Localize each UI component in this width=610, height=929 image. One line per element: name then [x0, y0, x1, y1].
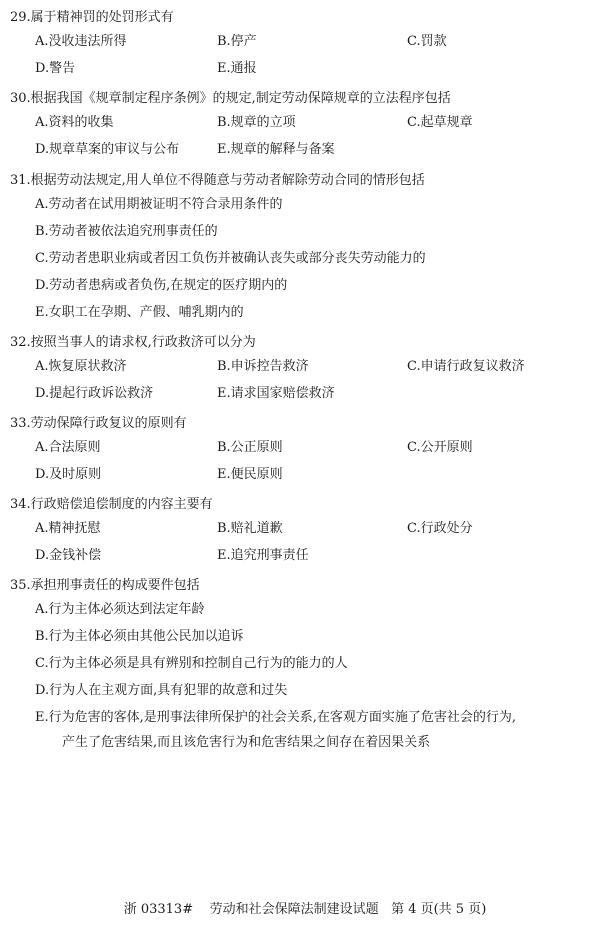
option-a: A.行为主体必须达到法定年龄 — [35, 602, 205, 617]
option-c: C.行政处分 — [407, 521, 473, 536]
question-stem: 30.根据我国《规章制定程序条例》的规定,制定劳动保障规章的立法程序包括 — [10, 91, 451, 106]
question-stem: 32.按照当事人的请求权,行政救济可以分为 — [10, 335, 256, 350]
option-row — [10, 542, 600, 569]
option-d: D.提起行政诉讼救济 — [35, 386, 154, 401]
option-e: E.便民原则 — [217, 467, 283, 482]
question-stem: 34.行政赔偿追偿制度的内容主要有 — [10, 497, 213, 512]
question-35 — [10, 576, 600, 755]
option-a: A.恢复原状救济 — [35, 359, 127, 374]
page-footer — [0, 898, 610, 917]
option-c: C.申请行政复议救济 — [407, 359, 525, 374]
option-e: E.追究刑事责任 — [217, 548, 309, 563]
question-31 — [10, 171, 600, 326]
option-b: B.规章的立项 — [217, 115, 296, 130]
option-row — [10, 380, 600, 407]
option-d: D.劳动者患病或者负伤,在规定的医疗期内的 — [35, 278, 288, 293]
option-a: A.资料的收集 — [35, 115, 114, 130]
option-c: C.行为主体必须是具有辨别和控制自己行为的能力的人 — [35, 656, 348, 671]
option-row — [10, 55, 600, 82]
question-32 — [10, 333, 600, 407]
exam-title: 劳动和社会保障法制建设试题 — [209, 902, 379, 917]
question-29 — [10, 8, 600, 82]
option-b: B.行为主体必须由其他公民加以追诉 — [35, 629, 244, 644]
option-e: E.规章的解释与备案 — [217, 142, 335, 157]
option-e: E.通报 — [217, 61, 257, 76]
option-b: B.停产 — [217, 34, 257, 49]
option-d: D.行为人在主观方面,具有犯罪的故意和过失 — [35, 683, 288, 698]
option-e: E.女职工在孕期、产假、哺乳期内的 — [35, 305, 244, 320]
option-row — [10, 353, 600, 380]
page-number: 第 4 页(共 5 页) — [391, 902, 487, 917]
question-30 — [10, 89, 600, 163]
option-row — [10, 28, 600, 55]
question-33 — [10, 414, 600, 488]
question-stem: 31.根据劳动法规定,用人单位不得随意与劳动者解除劳动合同的情形包括 — [10, 173, 425, 188]
question-34 — [10, 495, 600, 569]
option-a: A.合法原则 — [35, 440, 101, 455]
option-e: E.行为危害的客体,是刑事法律所保护的社会关系,在客观方面实施了危害社会的行为, — [35, 710, 517, 725]
option-d: D.金钱补偿 — [35, 548, 102, 563]
option-row — [10, 109, 600, 136]
question-stem: 33.劳动保障行政复议的原则有 — [10, 416, 187, 431]
option-c: C.起草规章 — [407, 115, 473, 130]
option-row — [10, 461, 600, 488]
option-a: A.劳动者在试用期被证明不符合录用条件的 — [35, 197, 283, 212]
question-stem: 35.承担刑事责任的构成要件包括 — [10, 578, 200, 593]
option-e: E.请求国家赔偿救济 — [217, 386, 335, 401]
option-a: A.没收违法所得 — [35, 34, 127, 49]
option-b: B.劳动者被依法追究刑事责任的 — [35, 224, 218, 239]
option-b: B.公正原则 — [217, 440, 283, 455]
option-d: D.及时原则 — [35, 467, 102, 482]
option-d: D.规章草案的审议与公布 — [35, 142, 180, 157]
option-c: C.罚款 — [407, 34, 447, 49]
question-stem: 29.属于精神罚的处罚形式有 — [10, 10, 174, 25]
option-a: A.精神抚慰 — [35, 521, 101, 536]
option-b: B.赔礼道歉 — [217, 521, 283, 536]
exam-code: 浙 03313# — [123, 902, 194, 917]
option-row — [10, 136, 600, 163]
option-row — [10, 434, 600, 461]
option-d: D.警告 — [35, 61, 76, 76]
option-c: C.公开原则 — [407, 440, 473, 455]
option-c: C.劳动者患职业病或者因工负伤并被确认丧失或部分丧失劳动能力的 — [35, 251, 426, 266]
option-b: B.申诉控告救济 — [217, 359, 309, 374]
option-e-continuation: 产生了危害结果,而且该危害行为和危害结果之间存在着因果关系 — [62, 735, 431, 750]
option-row — [10, 515, 600, 542]
